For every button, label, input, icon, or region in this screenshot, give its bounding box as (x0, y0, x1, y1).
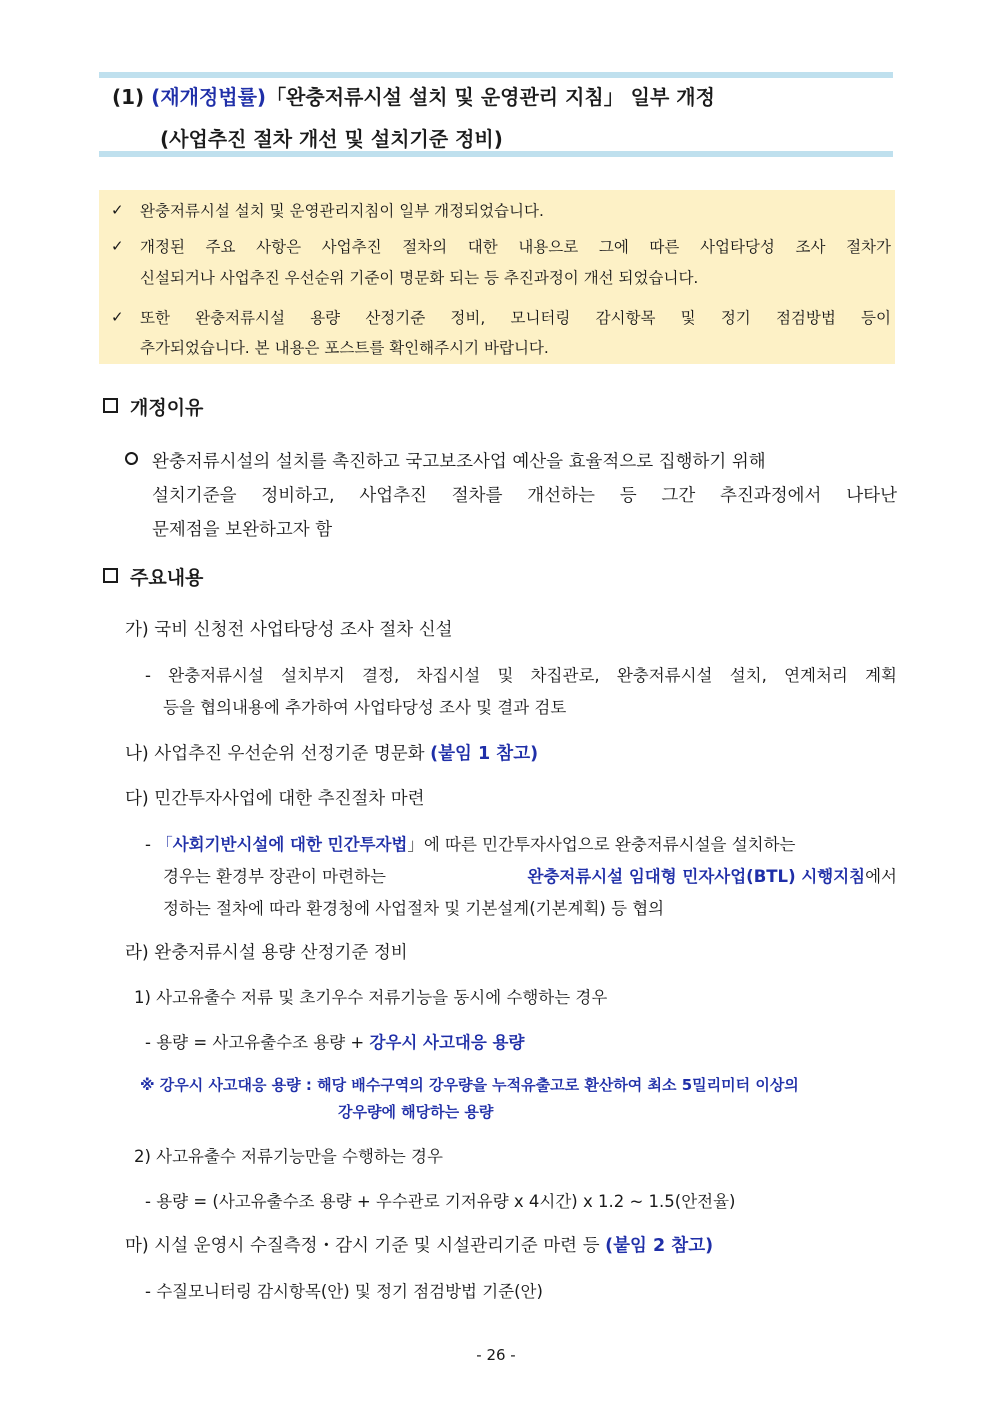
heading-text: 개정이유 (130, 397, 204, 419)
item-ra-case2: 2) 사고유출수 저류기능만을 수행하는 경우 (134, 1147, 443, 1166)
item-na-text: 나) 사업추진 우선순위 선정기준 명문화 (125, 744, 425, 764)
law-name: 사회기반시설에 대한 민간투자법 (172, 835, 408, 854)
check-icon: ✓ (111, 308, 124, 326)
circle-bullet-icon (125, 452, 138, 465)
title-bottom-rule (99, 151, 893, 157)
page-number: - 26 - (476, 1346, 516, 1364)
rain-response-capacity: 강우시 사고대응 용량 (369, 1033, 525, 1052)
amendment-tag: (재개정법률) (151, 85, 267, 109)
title-top-rule (99, 72, 893, 78)
capacity-formula-1 (145, 1029, 524, 1053)
attachment-ref: (붙임 1 참고) (430, 744, 539, 764)
note-line: 강우량에 해당하는 용량 (338, 1103, 494, 1121)
reason-line: 문제점을 보완하고자 함 (152, 520, 333, 540)
section-heading-main (103, 563, 203, 590)
summary-line: 완충저류시설 설치 및 운영관리지침이 일부 개정되었습니다. (140, 202, 544, 220)
square-bullet-icon (103, 568, 118, 583)
law-suffix: 」에 따른 민간투자사업으로 완충저류시설을 설치하는 (407, 835, 796, 854)
item-ra: 라) 완충저류시설 용량 산정기준 정비 (125, 943, 408, 963)
item-ga: 가) 국비 신청전 사업타당성 조사 절차 신설 (125, 620, 453, 640)
da-text: 경우는 환경부 장관이 마련하는 (163, 867, 386, 886)
summary-box (99, 190, 895, 364)
document-subtitle: (사업추진 절차 개선 및 설치기준 정비) (160, 127, 503, 151)
document-title (112, 81, 715, 110)
bracket-open: 「 (156, 835, 173, 854)
note-line: ※ 강우시 사고대응 용량 : 해당 배수구역의 강우량을 누적유출고로 환산하여 최소 5밀리미터 이상의 (140, 1076, 799, 1094)
reason-text: 완충저류시설의 설치를 촉진하고 국고보조사업 예산을 효율적으로 집행하기 위해 (152, 452, 766, 472)
item-ga-detail: 등을 협의내용에 추가하여 사업타당성 조사 및 결과 검토 (163, 698, 567, 717)
item-ma-text: 마) 시설 운영시 수질측정・감시 기준 및 시설관리기준 마련 등 (125, 1236, 600, 1256)
guideline-name: 완충저류시설 임대형 민자사업(BTL) 시행지침 (527, 867, 866, 886)
check-icon: ✓ (111, 201, 124, 219)
section-heading-reason (103, 393, 203, 420)
item-na (125, 740, 538, 765)
item-ga-detail: - 완충저류시설 설치부지 결정, 차집시설 및 차집관로, 완충저류시설 설치, 연계처리 계획 (145, 666, 897, 685)
item-ma-detail: - 수질모니터링 감시항목(안) 및 정기 점검방법 기준(안) (145, 1282, 543, 1301)
item-da: 다) 민간투자사업에 대한 추진절차 마련 (125, 789, 425, 809)
summary-line: 신설되거나 사업추진 우선순위 기준이 명문화 되는 등 추진과정이 개선 되었습니다. (140, 269, 699, 287)
summary-line: 개정된 주요 사항은 사업추진 절차의 대한 내용으로 그에 따른 사업타당성 조사 절차가 (140, 238, 891, 256)
section-number: (1) (112, 85, 145, 109)
attachment-ref: (붙임 2 참고) (605, 1236, 714, 1256)
reason-line: 설치기준을 정비하고, 사업추진 절차를 개선하는 등 그간 추진과정에서 나타난 (152, 486, 897, 506)
check-icon: ✓ (111, 237, 124, 255)
square-bullet-icon (103, 398, 118, 413)
item-da-detail: 정하는 절차에 따라 환경청에 사업절차 및 기본설계(기본계획) 등 협의 (163, 899, 665, 918)
heading-text: 주요내용 (130, 567, 204, 589)
dash: - (145, 835, 157, 854)
item-ra-case1: 1) 사고유출수 저류 및 초기우수 저류기능을 동시에 수행하는 경우 (134, 988, 608, 1007)
item-ma (125, 1232, 713, 1257)
item-da-detail (163, 863, 897, 887)
item-da-detail (145, 831, 795, 855)
summary-line: 추가되었습니다. 본 내용은 포스트를 확인해주시기 바랍니다. (140, 339, 549, 357)
da-text: 에서 (865, 867, 897, 886)
summary-line: 또한 완충저류시설 용량 산정기준 정비, 모니터링 감시항목 및 정기 점검방법 등이 (140, 309, 891, 327)
reason-line (125, 448, 766, 473)
capacity-formula-2: - 용량 = (사고유출수조 용량 + 우수관로 기저유량 x 4시간) x 1.2 ~ 1.5(안전율) (145, 1192, 736, 1211)
formula-text: - 용량 = 사고유출수조 용량 + (145, 1033, 370, 1052)
title-main: 「완충저류시설 설치 및 운영관리 지침」 일부 개정 (266, 85, 715, 109)
